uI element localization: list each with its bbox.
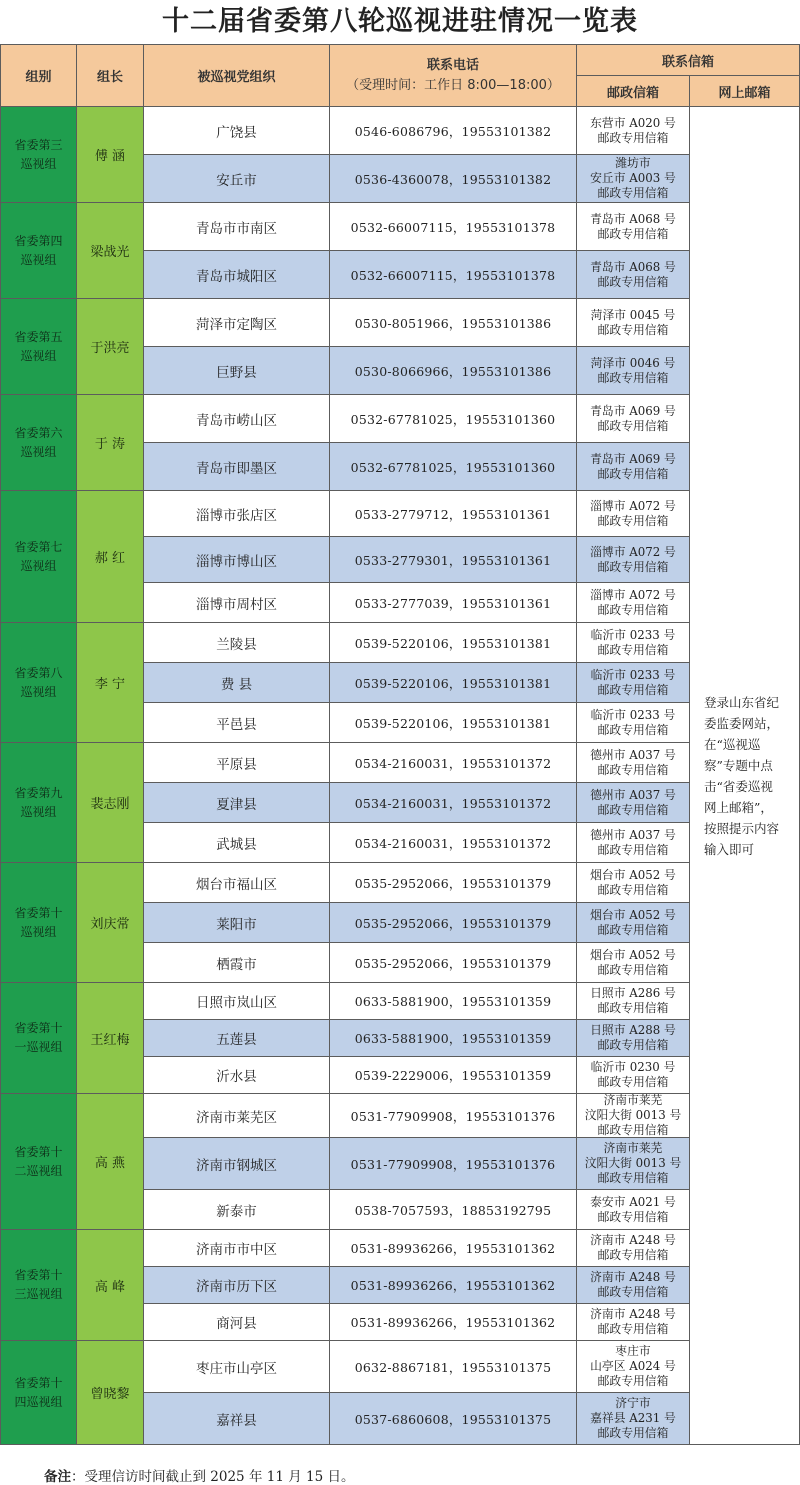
group-name: 省委第十二巡视组 <box>0 1093 77 1230</box>
contact-phone: 0534-2160031，19553101372 <box>329 822 577 863</box>
group-name: 省委第八巡视组 <box>0 622 77 743</box>
header-phone-label: 联系电话 <box>426 57 479 73</box>
group-name: 省委第七巡视组 <box>0 490 77 623</box>
online-mailbox-instructions: 登录山东省纪委监委网站，在“巡视巡察”专题中点击“省委巡视网上邮箱”，按照提示内容输入即可 <box>689 106 800 1445</box>
header-org: 被巡视党组织 <box>143 44 330 107</box>
inspected-org: 日照市岚山区 <box>143 982 330 1020</box>
group-name: 省委第九巡视组 <box>0 742 77 863</box>
inspected-org: 平原县 <box>143 742 330 783</box>
contact-phone: 0539-5220106，19553101381 <box>329 662 577 703</box>
inspected-org: 沂水县 <box>143 1056 330 1094</box>
contact-phone: 0531-89936266，19553101362 <box>329 1266 577 1304</box>
inspected-org: 嘉祥县 <box>143 1392 330 1445</box>
inspected-org: 淄博市周村区 <box>143 582 330 623</box>
postal-mailbox: 淄博市 A072 号 邮政专用信箱 <box>576 582 690 623</box>
postal-mailbox: 菏泽市 0046 号 邮政专用信箱 <box>576 346 690 395</box>
postal-mailbox: 青岛市 A068 号 邮政专用信箱 <box>576 250 690 299</box>
postal-mailbox: 德州市 A037 号 邮政专用信箱 <box>576 822 690 863</box>
contact-phone: 0533-2779712，19553101361 <box>329 490 577 537</box>
header-online-mailbox: 网上邮箱 <box>689 75 800 107</box>
inspected-org: 栖霞市 <box>143 942 330 983</box>
postal-mailbox: 潍坊市 安丘市 A003 号 邮政专用信箱 <box>576 154 690 203</box>
postal-mailbox: 东营市 A020 号 邮政专用信箱 <box>576 106 690 155</box>
group-leader: 高 燕 <box>76 1093 144 1230</box>
contact-phone: 0530-8051966，19553101386 <box>329 298 577 347</box>
contact-phone: 0531-77909908，19553101376 <box>329 1093 577 1138</box>
contact-phone: 0539-5220106，19553101381 <box>329 702 577 743</box>
postal-mailbox: 济南市莱芜 汶阳大街 0013 号 邮政专用信箱 <box>576 1137 690 1190</box>
contact-phone: 0537-6860608，19553101375 <box>329 1392 577 1445</box>
inspected-org: 费 县 <box>143 662 330 703</box>
inspected-org: 兰陵县 <box>143 622 330 663</box>
inspected-org: 安丘市 <box>143 154 330 203</box>
inspected-org: 青岛市城阳区 <box>143 250 330 299</box>
contact-phone: 0536-4360078，19553101382 <box>329 154 577 203</box>
contact-phone: 0633-5881900，19553101359 <box>329 982 577 1020</box>
inspected-org: 武城县 <box>143 822 330 863</box>
header-postal-mailbox: 邮政信箱 <box>576 75 690 107</box>
postal-mailbox: 济南市 A248 号 邮政专用信箱 <box>576 1303 690 1341</box>
inspected-org: 淄博市博山区 <box>143 536 330 583</box>
postal-mailbox: 烟台市 A052 号 邮政专用信箱 <box>576 902 690 943</box>
postal-mailbox: 菏泽市 0045 号 邮政专用信箱 <box>576 298 690 347</box>
postal-mailbox: 德州市 A037 号 邮政专用信箱 <box>576 782 690 823</box>
group-name: 省委第十巡视组 <box>0 862 77 983</box>
footnote-text: ：受理信访时间截止到 2025 年 11 月 15 日。 <box>71 1469 355 1485</box>
inspected-org: 枣庄市山亭区 <box>143 1340 330 1393</box>
group-name: 省委第十一巡视组 <box>0 982 77 1094</box>
inspected-org: 青岛市崂山区 <box>143 394 330 443</box>
group-leader: 王红梅 <box>76 982 144 1094</box>
group-name: 省委第六巡视组 <box>0 394 77 491</box>
postal-mailbox: 烟台市 A052 号 邮政专用信箱 <box>576 862 690 903</box>
postal-mailbox: 济南市 A248 号 邮政专用信箱 <box>576 1229 690 1267</box>
postal-mailbox: 青岛市 A068 号 邮政专用信箱 <box>576 202 690 251</box>
postal-mailbox: 淄博市 A072 号 邮政专用信箱 <box>576 490 690 537</box>
inspected-org: 商河县 <box>143 1303 330 1341</box>
group-name: 省委第十三巡视组 <box>0 1229 77 1341</box>
postal-mailbox: 济南市 A248 号 邮政专用信箱 <box>576 1266 690 1304</box>
postal-mailbox: 青岛市 A069 号 邮政专用信箱 <box>576 442 690 491</box>
page-title: 十二届省委第八轮巡视进驻情况一览表 <box>162 6 638 37</box>
header-mailbox: 联系信箱 <box>576 44 800 76</box>
group-leader: 于洪亮 <box>76 298 144 395</box>
inspected-org: 济南市莱芜区 <box>143 1093 330 1138</box>
postal-mailbox: 德州市 A037 号 邮政专用信箱 <box>576 742 690 783</box>
group-leader: 高 峰 <box>76 1229 144 1341</box>
contact-phone: 0534-2160031，19553101372 <box>329 782 577 823</box>
inspected-org: 青岛市即墨区 <box>143 442 330 491</box>
inspected-org: 巨野县 <box>143 346 330 395</box>
inspected-org: 广饶县 <box>143 106 330 155</box>
inspected-org: 五莲县 <box>143 1019 330 1057</box>
footnote <box>44 1465 354 1485</box>
postal-mailbox: 日照市 A288 号 邮政专用信箱 <box>576 1019 690 1057</box>
postal-mailbox: 日照市 A286 号 邮政专用信箱 <box>576 982 690 1020</box>
contact-phone: 0530-8066966，19553101386 <box>329 346 577 395</box>
contact-phone: 0532-67781025，19553101360 <box>329 442 577 491</box>
postal-mailbox: 临沂市 0230 号 邮政专用信箱 <box>576 1056 690 1094</box>
inspected-org: 烟台市福山区 <box>143 862 330 903</box>
group-leader: 刘庆常 <box>76 862 144 983</box>
header-group: 组别 <box>0 44 77 107</box>
contact-phone: 0532-66007115，19553101378 <box>329 250 577 299</box>
group-leader: 梁战光 <box>76 202 144 299</box>
footnote-label: 备注 <box>44 1469 71 1485</box>
contact-phone: 0533-2777039，19553101361 <box>329 582 577 623</box>
inspected-org: 淄博市张店区 <box>143 490 330 537</box>
contact-phone: 0538-7057593，18853192795 <box>329 1189 577 1230</box>
contact-phone: 0535-2952066，19553101379 <box>329 862 577 903</box>
contact-phone: 0532-66007115，19553101378 <box>329 202 577 251</box>
inspected-org: 莱阳市 <box>143 902 330 943</box>
group-leader: 裴志刚 <box>76 742 144 863</box>
contact-phone: 0531-77909908，19553101376 <box>329 1137 577 1190</box>
postal-mailbox: 泰安市 A021 号 邮政专用信箱 <box>576 1189 690 1230</box>
postal-mailbox: 枣庄市 山亭区 A024 号 邮政专用信箱 <box>576 1340 690 1393</box>
postal-mailbox: 临沂市 0233 号 邮政专用信箱 <box>576 662 690 703</box>
inspected-org: 平邑县 <box>143 702 330 743</box>
inspected-org: 菏泽市定陶区 <box>143 298 330 347</box>
postal-mailbox: 青岛市 A069 号 邮政专用信箱 <box>576 394 690 443</box>
contact-phone: 0539-5220106，19553101381 <box>329 622 577 663</box>
contact-phone: 0535-2952066，19553101379 <box>329 902 577 943</box>
header-phone <box>329 44 577 107</box>
group-name: 省委第三巡视组 <box>0 106 77 203</box>
postal-mailbox: 淄博市 A072 号 邮政专用信箱 <box>576 536 690 583</box>
group-name: 省委第四巡视组 <box>0 202 77 299</box>
group-leader: 于 涛 <box>76 394 144 491</box>
header-phone-hours: （受理时间：工作日 8:00—18:00） <box>346 77 560 93</box>
contact-phone: 0632-8867181，19553101375 <box>329 1340 577 1393</box>
group-leader: 李 宁 <box>76 622 144 743</box>
inspected-org: 济南市市中区 <box>143 1229 330 1267</box>
contact-phone: 0633-5881900，19553101359 <box>329 1019 577 1057</box>
group-leader: 傅 涵 <box>76 106 144 203</box>
postal-mailbox: 临沂市 0233 号 邮政专用信箱 <box>576 702 690 743</box>
group-name: 省委第十四巡视组 <box>0 1340 77 1445</box>
postal-mailbox: 济宁市 嘉祥县 A231 号 邮政专用信箱 <box>576 1392 690 1445</box>
contact-phone: 0533-2779301，19553101361 <box>329 536 577 583</box>
group-name: 省委第五巡视组 <box>0 298 77 395</box>
contact-phone: 0532-67781025，19553101360 <box>329 394 577 443</box>
inspected-org: 新泰市 <box>143 1189 330 1230</box>
group-leader: 曾晓黎 <box>76 1340 144 1445</box>
contact-phone: 0535-2952066，19553101379 <box>329 942 577 983</box>
contact-phone: 0546-6086796，19553101382 <box>329 106 577 155</box>
header-leader: 组长 <box>76 44 144 107</box>
contact-phone: 0534-2160031，19553101372 <box>329 742 577 783</box>
inspected-org: 济南市历下区 <box>143 1266 330 1304</box>
postal-mailbox: 临沂市 0233 号 邮政专用信箱 <box>576 622 690 663</box>
contact-phone: 0539-2229006，19553101359 <box>329 1056 577 1094</box>
group-leader: 郝 红 <box>76 490 144 623</box>
inspected-org: 青岛市市南区 <box>143 202 330 251</box>
postal-mailbox: 济南市莱芜 汶阳大街 0013 号 邮政专用信箱 <box>576 1093 690 1138</box>
contact-phone: 0531-89936266，19553101362 <box>329 1229 577 1267</box>
inspected-org: 济南市钢城区 <box>143 1137 330 1190</box>
contact-phone: 0531-89936266，19553101362 <box>329 1303 577 1341</box>
inspected-org: 夏津县 <box>143 782 330 823</box>
postal-mailbox: 烟台市 A052 号 邮政专用信箱 <box>576 942 690 983</box>
